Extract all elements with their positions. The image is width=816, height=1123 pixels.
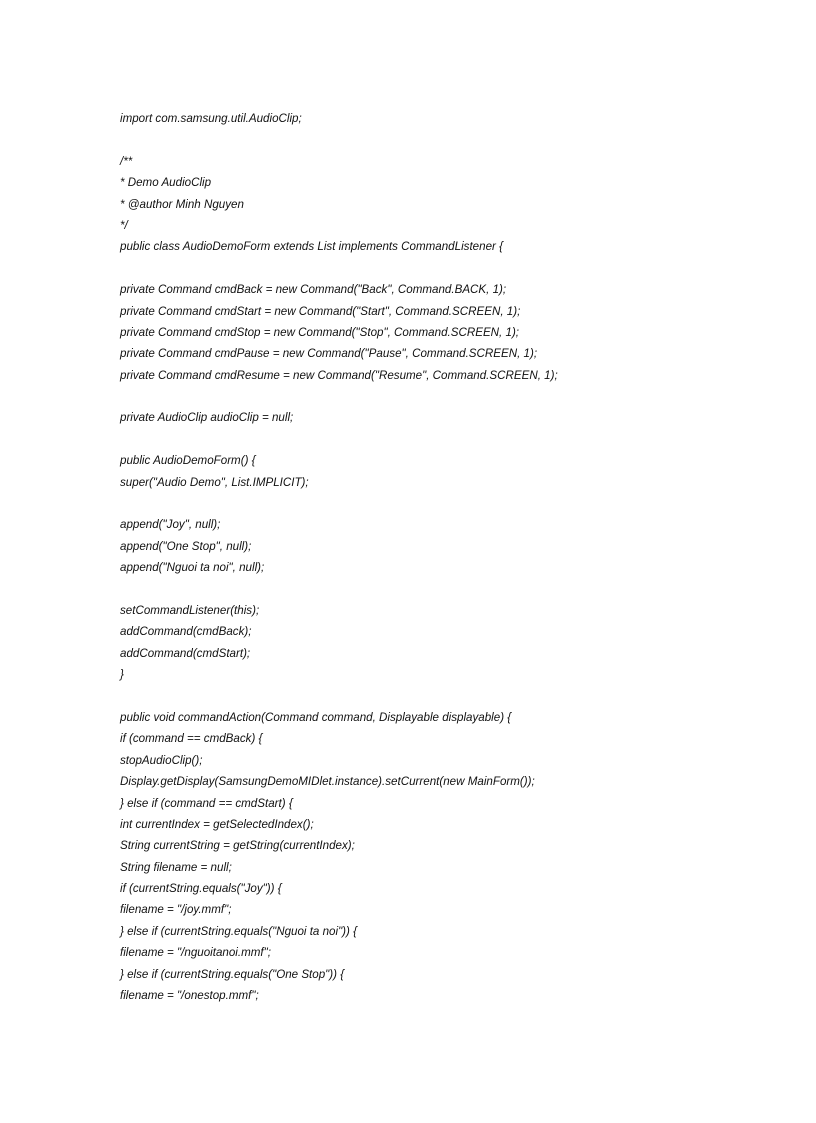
code-line: } else if (currentString.equals("Nguoi ta noi")) { <box>120 924 357 938</box>
code-line: } else if (currentString.equals("One Stop")) { <box>120 967 345 981</box>
code-line: private Command cmdResume = new Command("Resume", Command.SCREEN, 1); <box>120 368 558 382</box>
code-line: if (command == cmdBack) { <box>120 732 263 746</box>
code-line: private AudioClip audioClip = null; <box>120 411 294 425</box>
code-line: private Command cmdStart = new Command("Start", Command.SCREEN, 1); <box>120 304 521 318</box>
code-line: append("One Stop", null); <box>120 539 252 553</box>
code-line: /** <box>120 154 133 168</box>
blank-line <box>120 579 800 600</box>
code-line: * Demo AudioClip <box>120 176 212 190</box>
code-line: * @author Minh Nguyen <box>120 197 244 211</box>
code-line: if (currentString.equals("Joy")) { <box>120 882 282 896</box>
code-line: filename = "/onestop.mmf"; <box>120 989 259 1003</box>
code-line: stopAudioClip(); <box>120 753 203 767</box>
code-line: int currentIndex = getSelectedIndex(); <box>120 817 314 831</box>
code-line: filename = "/nguoitanoi.mmf"; <box>120 946 271 960</box>
code-line: } <box>120 668 124 682</box>
code-line: } else if (command == cmdStart) { <box>120 796 293 810</box>
code-listing <box>120 108 800 1006</box>
code-line: import com.samsung.util.AudioClip; <box>120 112 302 125</box>
code-line: setCommandListener(this); <box>120 603 260 617</box>
blank-line <box>120 258 800 279</box>
blank-line <box>120 129 800 150</box>
code-line: public AudioDemoForm() { <box>120 454 256 468</box>
code-line: append("Nguoi ta noi", null); <box>120 561 265 575</box>
blank-line <box>120 386 800 407</box>
blank-line <box>120 493 800 514</box>
code-line: super("Audio Demo", List.IMPLICIT); <box>120 475 309 489</box>
code-line: */ <box>120 218 128 232</box>
code-line: addCommand(cmdStart); <box>120 646 251 660</box>
code-line: String filename = null; <box>120 860 232 874</box>
code-line: addCommand(cmdBack); <box>120 625 252 639</box>
code-line: private Command cmdStop = new Command("Stop", Command.SCREEN, 1); <box>120 325 520 339</box>
code-line: append("Joy", null); <box>120 518 221 532</box>
code-line: String currentString = getString(currentIndex); <box>120 839 355 853</box>
code-line: filename = "/joy.mmf"; <box>120 903 232 917</box>
code-line: public class AudioDemoForm extends List implements CommandListener { <box>120 240 503 254</box>
blank-line <box>120 429 800 450</box>
code-line: Display.getDisplay(SamsungDemoMIDlet.instance).setCurrent(new MainForm()); <box>120 775 535 789</box>
code-line: public void commandAction(Command command, Displayable displayable) { <box>120 710 512 724</box>
blank-line <box>120 686 800 707</box>
code-line: private Command cmdPause = new Command("Pause", Command.SCREEN, 1); <box>120 347 538 361</box>
code-line: private Command cmdBack = new Command("Back", Command.BACK, 1); <box>120 283 507 297</box>
